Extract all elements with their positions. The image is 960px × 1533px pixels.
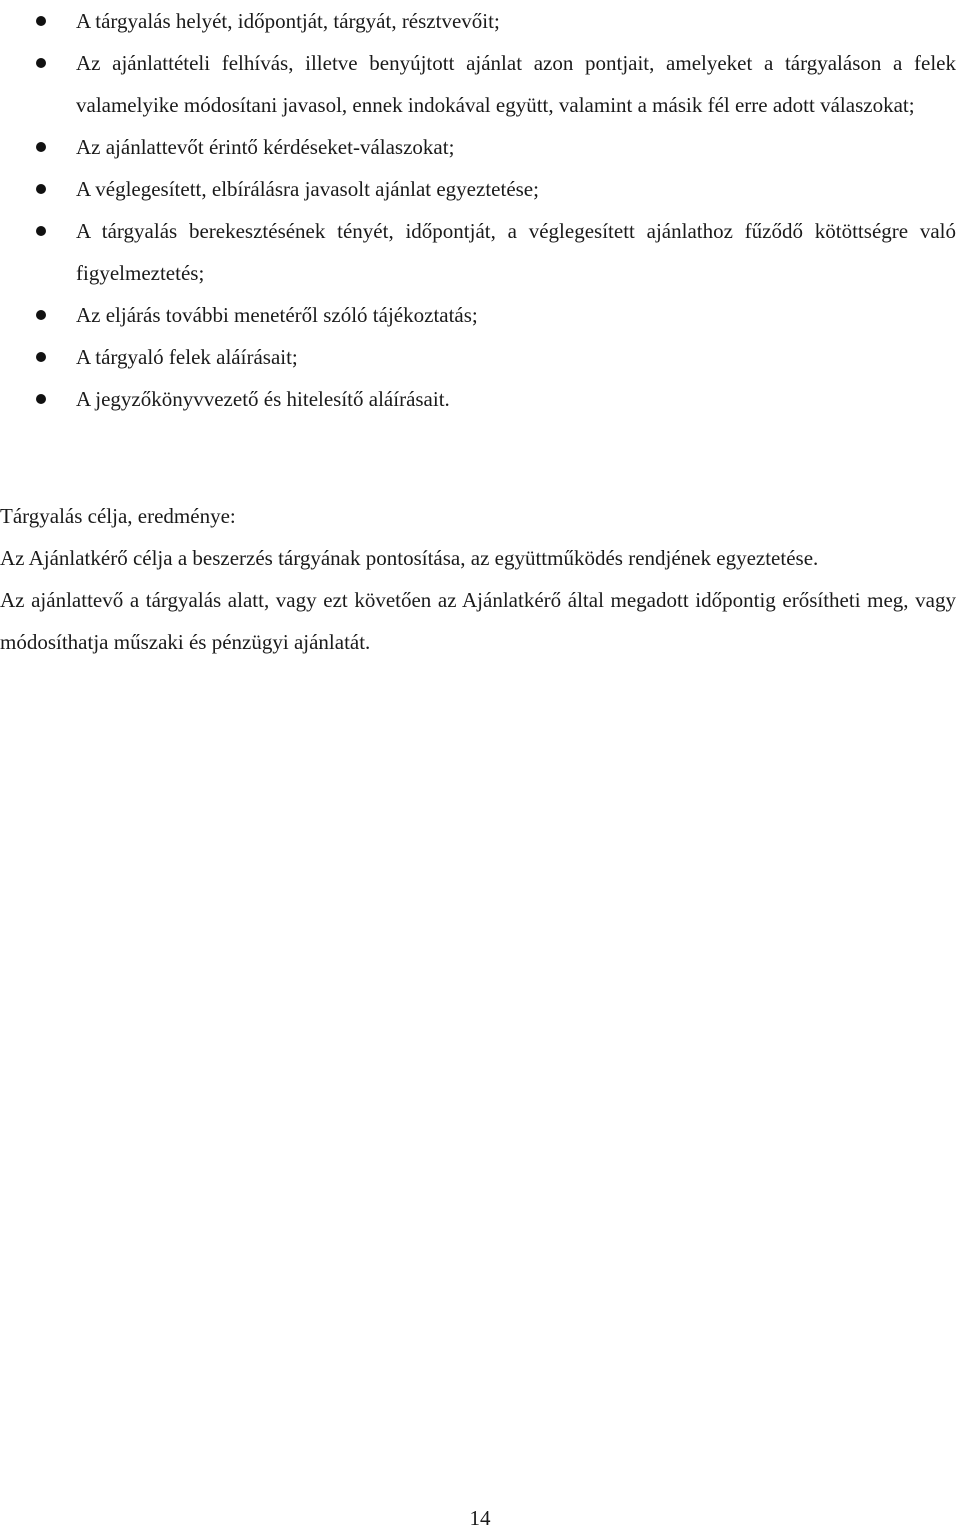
- bullet-item: [0, 336, 960, 378]
- goal-section: [0, 495, 956, 663]
- page-number: 14: [469, 1506, 491, 1530]
- bullet-dot-icon: [36, 394, 46, 404]
- bullet-item: [0, 126, 960, 168]
- bullet-dot-icon: [36, 352, 46, 362]
- bullet-list: [0, 0, 960, 420]
- bullet-text: A tárgyaló felek aláírásait;: [76, 345, 298, 369]
- bullet-item: [0, 42, 960, 126]
- bullet-item: [0, 210, 960, 294]
- bullet-dot-icon: [36, 16, 46, 26]
- bullet-item: [0, 378, 960, 420]
- bullet-dot-icon: [36, 226, 46, 236]
- bullet-dot-icon: [36, 184, 46, 194]
- bullet-dot-icon: [36, 310, 46, 320]
- bullet-item: [0, 168, 960, 210]
- paragraph: Az ajánlattevő a tárgyalás alatt, vagy ezt követően az Ajánlatkérő által megadott időpontig erősítheti meg, vagy módosíthatja műszaki és pénzügyi ajánlatát.: [0, 588, 956, 654]
- bullet-text: A véglegesített, elbírálásra javasolt ajánlat egyeztetése;: [76, 177, 539, 201]
- bullet-item: [0, 294, 960, 336]
- bullet-text: Az ajánlattételi felhívás, illetve benyújtott ajánlat azon pontjait, amelyeket a tárgyaláson a felek valamelyike módosítani javasol, ennek indokával együtt, valamint a másik fél erre adott válaszokat;: [76, 51, 956, 117]
- section-heading: Tárgyalás célja, eredménye:: [0, 504, 236, 528]
- bullet-dot-icon: [36, 142, 46, 152]
- bullet-item: [0, 0, 960, 42]
- bullet-dot-icon: [36, 58, 46, 68]
- bullet-text: A tárgyalás helyét, időpontját, tárgyát, résztvevőit;: [76, 9, 500, 33]
- bullet-text: A tárgyalás berekesztésének tényét, időpontját, a véglegesített ajánlathoz fűződő kötöttségre való figyelmeztetés;: [76, 219, 956, 285]
- bullet-text: Az ajánlattevőt érintő kérdéseket-válaszokat;: [76, 135, 455, 159]
- bullet-text: A jegyzőkönyvvezető és hitelesítő aláírásait.: [76, 387, 450, 411]
- bullet-text: Az eljárás további menetéről szóló tájékoztatás;: [76, 303, 478, 327]
- paragraph: Az Ajánlatkérő célja a beszerzés tárgyának pontosítása, az együttműködés rendjének egyeztetése.: [0, 546, 819, 570]
